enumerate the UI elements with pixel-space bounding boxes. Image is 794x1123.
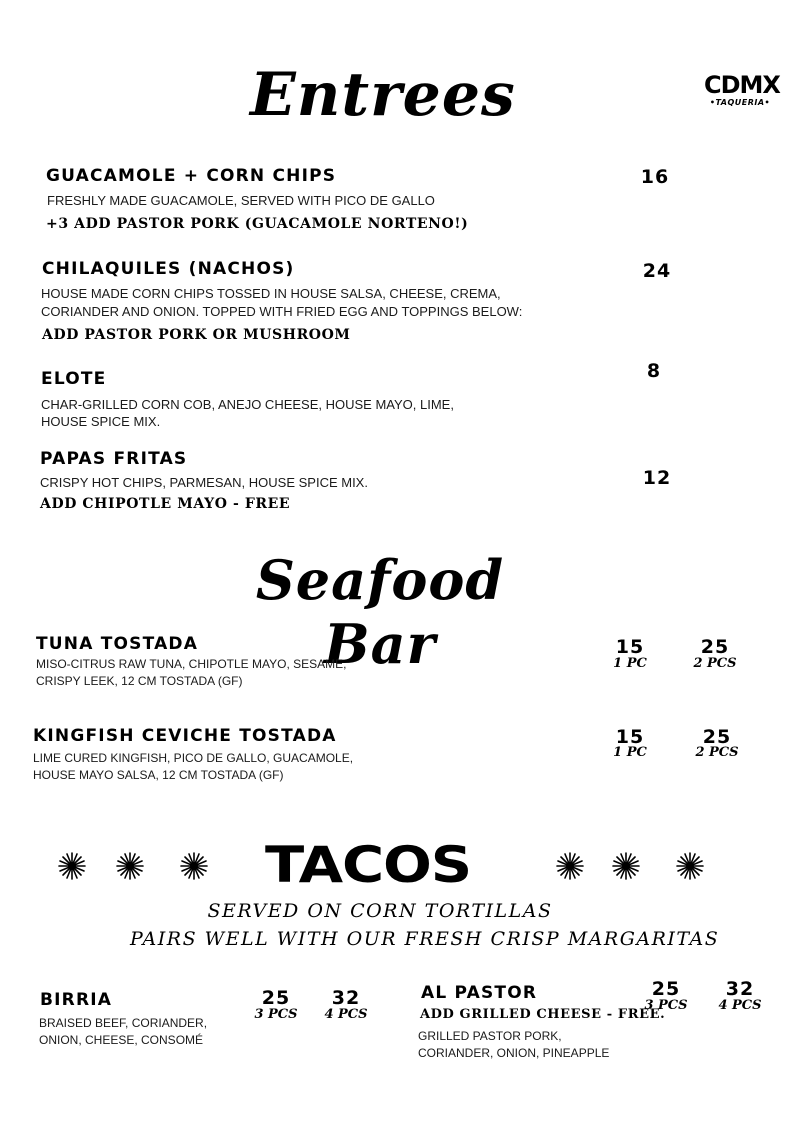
seafood-title: Seafood Bar — [255, 548, 505, 676]
item-al-pastor-qty-1: 3 PCS — [644, 998, 688, 1013]
item-al-pastor-name: AL PASTOR — [421, 983, 538, 1003]
item-chilaquiles-addon: ADD PASTOR PORK OR MUSHROOM — [42, 327, 351, 343]
item-al-pastor-price-2: 32 — [725, 978, 755, 1000]
item-elote-desc-1: CHAR-GRILLED CORN COB, ANEJO CHEESE, HOUSE MAYO, LIME, — [41, 397, 454, 412]
item-papas-addon: ADD CHIPOTLE MAYO - FREE — [40, 496, 291, 512]
item-chilaquiles-desc-2: CORIANDER AND ONION. TOPPED WITH FRIED EGG AND TOPPINGS BELOW: — [41, 304, 523, 319]
entrees-title: Entrees — [250, 60, 516, 130]
item-birria-price-2: 32 — [331, 987, 361, 1009]
item-chilaquiles-name: CHILAQUILES (NACHOS) — [42, 259, 295, 279]
tacos-tagline-1: SERVED ON CORN TORTILLAS — [207, 900, 553, 922]
item-elote-price: 8 — [646, 360, 662, 382]
item-chilaquiles-price: 24 — [642, 260, 672, 282]
starburst-icon — [612, 852, 640, 880]
item-kingfish-qty-1: 1 PC — [613, 745, 647, 760]
item-birria-price-1: 25 — [261, 987, 291, 1009]
item-tuna-qty-1: 1 PC — [613, 656, 647, 671]
item-al-pastor-desc-2: CORIANDER, ONION, PINEAPPLE — [418, 1046, 610, 1060]
item-tuna-price-2: 25 — [700, 636, 730, 658]
logo-wordmark: CDMX — [704, 71, 780, 99]
item-birria-name: BIRRIA — [40, 990, 113, 1010]
starburst-icon — [676, 852, 704, 880]
item-elote-desc-2: HOUSE SPICE MIX. — [41, 414, 161, 429]
tacos-tagline-2: PAIRS WELL WITH OUR FRESH CRISP MARGARITAS — [130, 928, 720, 950]
starburst-icon — [180, 852, 208, 880]
item-papas-desc: CRISPY HOT CHIPS, PARMESAN, HOUSE SPICE MIX. — [40, 475, 368, 490]
starburst-icon — [58, 852, 86, 880]
item-al-pastor-qty-2: 4 PCS — [718, 998, 762, 1013]
item-kingfish-price-2: 25 — [702, 726, 732, 748]
item-chilaquiles-desc-1: HOUSE MADE CORN CHIPS TOSSED IN HOUSE SALSA, CHEESE, CREMA, — [41, 286, 501, 301]
item-kingfish-name: KINGFISH CEVICHE TOSTADA — [33, 726, 337, 746]
item-kingfish-price-1: 15 — [615, 726, 645, 748]
starburst-icon — [556, 852, 584, 880]
item-guacamole-addon: +3 ADD PASTOR PORK (GUACAMOLE NORTENO!) — [46, 216, 469, 232]
item-kingfish-desc-1: LIME CURED KINGFISH, PICO DE GALLO, GUACAMOLE, — [33, 751, 354, 765]
item-kingfish-qty-2: 2 PCS — [695, 745, 739, 760]
item-guacamole-price: 16 — [640, 166, 670, 188]
logo-subtitle: •TAQUERIA• — [709, 98, 771, 107]
item-elote-name: ELOTE — [41, 369, 107, 389]
item-birria-qty-2: 4 PCS — [324, 1007, 368, 1022]
starburst-icon — [116, 852, 144, 880]
item-guacamole-name: GUACAMOLE + CORN CHIPS — [46, 166, 337, 186]
item-tuna-desc-2: CRISPY LEEK, 12 CM TOSTADA (GF) — [36, 674, 243, 688]
item-kingfish-desc-2: HOUSE MAYO SALSA, 12 CM TOSTADA (GF) — [33, 768, 284, 782]
item-tuna-name: TUNA TOSTADA — [36, 634, 199, 654]
tacos-title: TACOS — [264, 836, 471, 894]
item-guacamole-desc: FRESHLY MADE GUACAMOLE, SERVED WITH PICO DE GALLO — [47, 193, 435, 208]
item-papas-name: PAPAS FRITAS — [40, 449, 188, 469]
item-tuna-desc-1: MISO-CITRUS RAW TUNA, CHIPOTLE MAYO, SESAME, — [36, 657, 347, 671]
item-al-pastor-desc-1: GRILLED PASTOR PORK, — [418, 1029, 562, 1043]
item-birria-desc-2: ONION, CHEESE, CONSOMÉ — [39, 1033, 204, 1047]
item-birria-desc-1: BRAISED BEEF, CORIANDER, — [39, 1016, 208, 1030]
item-papas-price: 12 — [642, 467, 672, 489]
item-tuna-price-1: 15 — [615, 636, 645, 658]
logo — [704, 71, 780, 107]
item-al-pastor-price-1: 25 — [651, 978, 681, 1000]
item-al-pastor-addon: ADD GRILLED CHEESE - FREE. — [420, 1007, 666, 1022]
item-tuna-qty-2: 2 PCS — [693, 656, 737, 671]
item-birria-qty-1: 3 PCS — [254, 1007, 298, 1022]
